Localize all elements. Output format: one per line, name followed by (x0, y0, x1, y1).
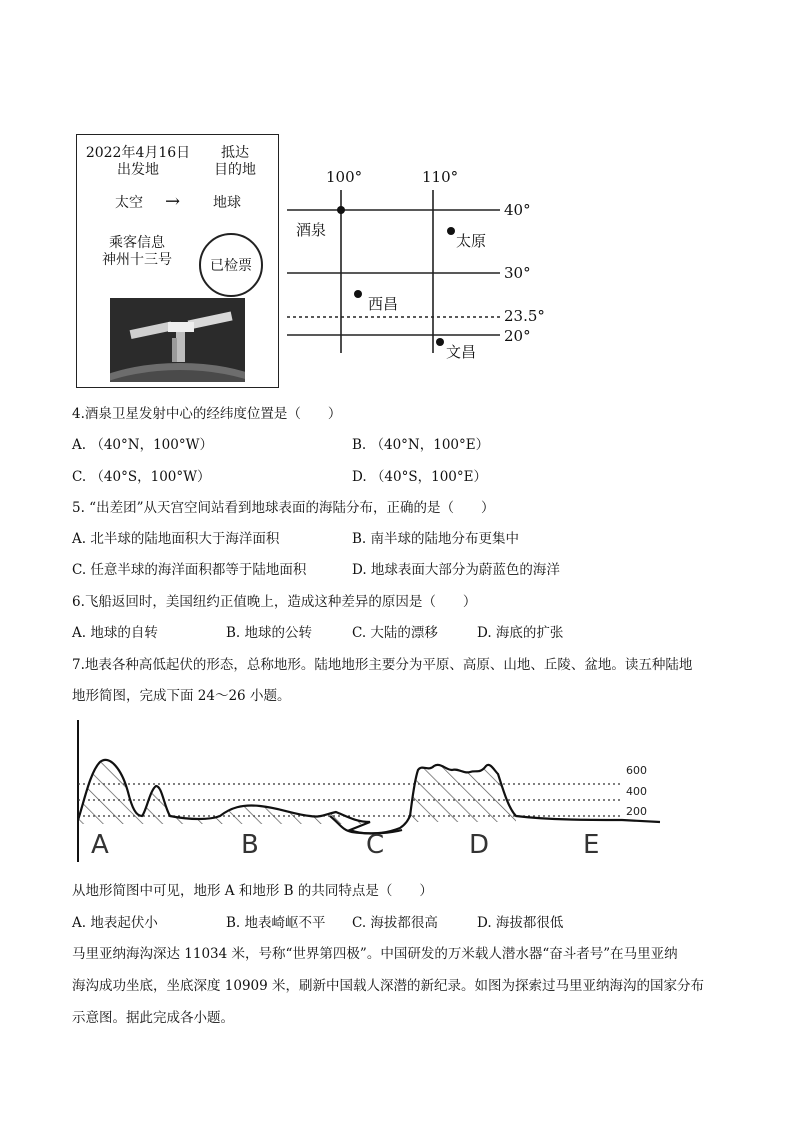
passenger-label: 乘客信息 (109, 235, 165, 251)
city-jiuquan: 酒泉 (296, 221, 327, 239)
ticket-arrive-label: 抵达 (221, 145, 249, 161)
q4-stem: 4.酒泉卫星发射中心的经纬度位置是（ ） (72, 406, 342, 422)
q6-option-c[interactable]: C. 大陆的漂移 (352, 625, 438, 641)
ticket-origin-label: 出发地 (117, 162, 159, 178)
q5-option-c[interactable]: C. 任意半球的海洋面积都等于陆地面积 (72, 562, 307, 578)
terrain-label-e: E (583, 830, 600, 860)
lat-20-label: 20° (504, 327, 531, 345)
q4-option-c[interactable]: C. （40°S，100°W） (72, 469, 211, 485)
ticket-passenger (87, 235, 187, 269)
space-station-icon (110, 298, 245, 382)
jiuquan-point (337, 206, 345, 214)
terrain-label-d: D (469, 830, 490, 860)
q7-sub-stem: 从地形简图中可见，地形 A 和地形 B 的共同特点是（ ） (72, 883, 433, 899)
q4-option-d[interactable]: D. （40°S，100°E） (352, 469, 487, 485)
q4-option-b[interactable]: B. （40°N，100°E） (352, 437, 490, 453)
passenger-name: 神州十三号 (102, 252, 172, 268)
lon-100-label: 100° (326, 168, 363, 186)
xichang-point (354, 290, 362, 298)
q7-stem-line1: 7.地表各种高低起伏的形态，总称地形。陆地地形主要分为平原、高原、山地、丘陵、盆地。读五种陆地 (72, 657, 693, 673)
checked-stamp (199, 233, 263, 297)
city-xichang: 西昌 (368, 295, 399, 313)
q5-option-b[interactable]: B. 南半球的陆地分布更集中 (352, 531, 520, 547)
q6-option-a[interactable]: A. 地球的自转 (72, 625, 158, 641)
city-wenchang: 文昌 (446, 343, 477, 361)
passage-line3: 示意图。据此完成各小题。 (72, 1010, 234, 1026)
q6-stem: 6.飞船返回时，美国纽约正值晚上，造成这种差异的原因是（ ） (72, 594, 477, 610)
ticket-to: 地球 (213, 195, 241, 211)
q4-option-a[interactable]: A. （40°N，100°W） (72, 437, 213, 453)
lon-110-label: 110° (422, 168, 459, 186)
q5-option-a[interactable]: A. 北半球的陆地面积大于海洋面积 (72, 531, 280, 547)
elev-400-label: 400 (626, 785, 647, 798)
passage-line1: 马里亚纳海沟深达 11034 米，号称“世界第四极”。中国研发的万米载人潜水器“奋斗者号”在马里亚纳 (72, 946, 678, 962)
lat-23-label: 23.5° (504, 307, 545, 325)
elev-200-label: 200 (626, 805, 647, 818)
q5-option-d[interactable]: D. 地球表面大部分为蔚蓝色的海洋 (352, 562, 560, 578)
terrain-label-c: C (366, 830, 385, 860)
lat-30-label: 30° (504, 264, 531, 282)
q7-option-c[interactable]: C. 海拔都很高 (352, 915, 438, 931)
arrow-right-icon: → (165, 191, 181, 212)
ticket-destination (205, 145, 265, 179)
q7-option-d[interactable]: D. 海拔都很低 (477, 915, 564, 931)
terrain-label-b: B (241, 830, 259, 860)
wenchang-point (436, 338, 444, 346)
ticket-from: 太空 (115, 195, 143, 211)
q6-option-b[interactable]: B. 地球的公转 (226, 625, 313, 641)
passage-line2: 海沟成功坐底，坐底深度 10909 米，刷新中国载人深潜的新纪录。如图为探索过马里亚纳海沟的国家分布 (72, 978, 705, 994)
stamp-text: 已检票 (210, 258, 252, 274)
terrain-hatch-d (410, 765, 516, 822)
city-taiyuan: 太原 (456, 232, 487, 250)
terrain-label-a: A (91, 830, 109, 860)
q6-option-d[interactable]: D. 海底的扩张 (477, 625, 564, 641)
lat-40-label: 40° (504, 201, 531, 219)
q7-option-a[interactable]: A. 地表起伏小 (72, 915, 158, 931)
q7-option-b[interactable]: B. 地表崎岖不平 (226, 915, 326, 931)
space-station-photo (110, 298, 245, 382)
boarding-ticket (76, 134, 279, 388)
taiyuan-point (447, 227, 455, 235)
ticket-date (83, 145, 193, 179)
q7-stem-line2: 地形简图，完成下面 24～26 小题。 (72, 688, 291, 704)
ticket-date-text: 2022年4月16日 (85, 145, 191, 161)
ticket-destination-label: 目的地 (214, 162, 256, 178)
elev-600-label: 600 (626, 764, 647, 777)
q5-stem: 5. “出差团”从天宫空间站看到地球表面的海陆分布，正确的是（ ） (72, 500, 495, 516)
